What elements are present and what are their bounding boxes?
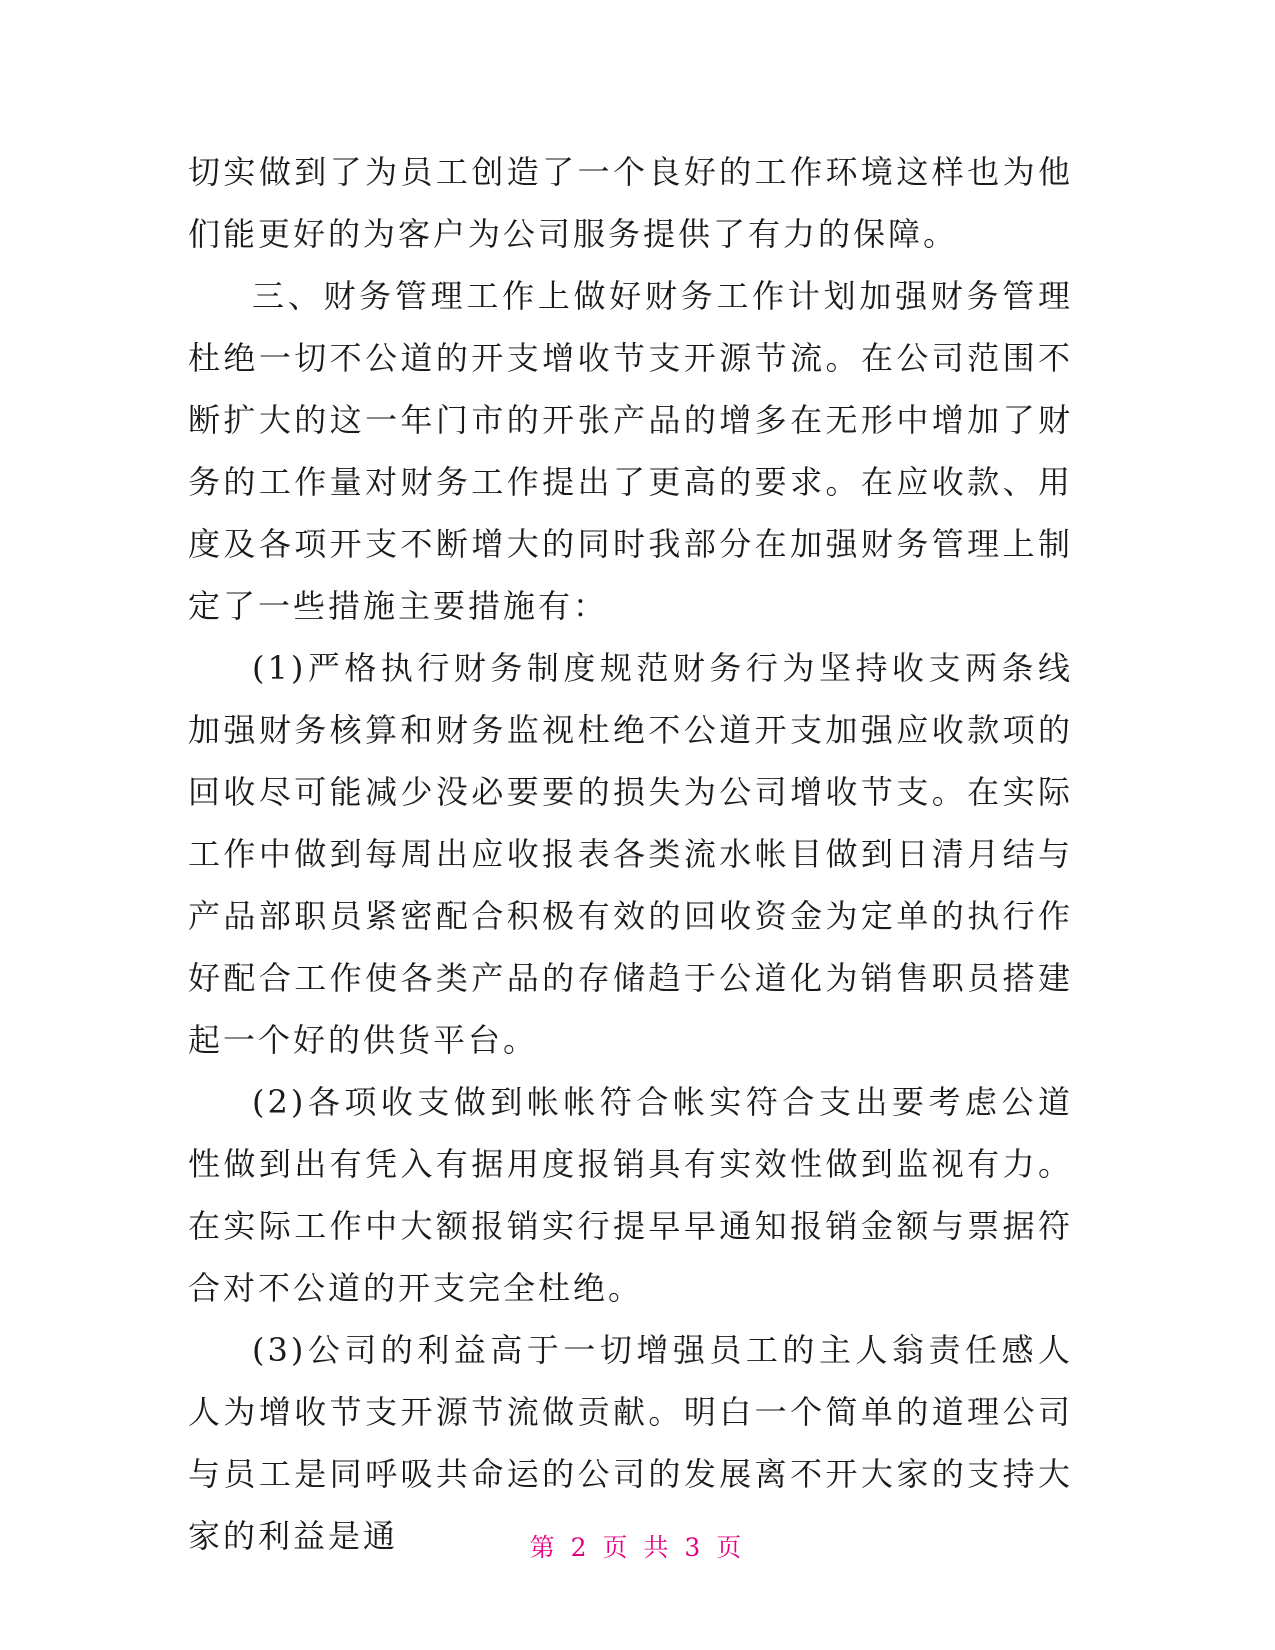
paragraph-item-2: (2)各项收支做到帐帐符合帐实符合支出要考虑公道性做到出有凭入有据用度报销具有实效性做到监视有力。在实际工作中大额报销实行提早早通知报销金额与票据符合对不公道的开支完全杜绝。 [188,1083,1073,1307]
paragraph-continuation: 切实做到了为员工创造了一个良好的工作环境这样也为他们能更好的为客户为公司服务提供了有力的保障。 [188,153,1073,253]
document-body [188,141,1073,1567]
paragraph-item-3: (3)公司的利益高于一切增强员工的主人翁责任感人人为增收节支开源节流做贡献。明白一个简单的道理公司与员工是同呼吸共命运的公司的发展离不开大家的支持大家的利益是通 [188,1331,1073,1555]
paragraph-section-three: 三、财务管理工作上做好财务工作计划加强财务管理杜绝一切不公道的开支增收节支开源节流。在公司范围不断扩大的这一年门市的开张产品的增多在无形中增加了财务的工作量对财务工作提出了更高的要求。在应收款、用度及各项开支不断增大的同时我部分在加强财务管理上制定了一些措施主要措施有： [188,277,1073,625]
paragraph-item-1: (1)严格执行财务制度规范财务行为坚持收支两条线加强财务核算和财务监视杜绝不公道开支加强应收款项的回收尽可能减少没必要要的损失为公司增收节支。在实际工作中做到每周出应收报表各类流水帐目做到日清月结与产品部职员紧密配合积极有效的回收资金为定单的执行作好配合工作使各类产品的存储趋于公道化为销售职员搭建起一个好的供货平台。 [188,649,1073,1059]
page-number-footer: 第 2 页 共 3 页 [529,1533,746,1562]
